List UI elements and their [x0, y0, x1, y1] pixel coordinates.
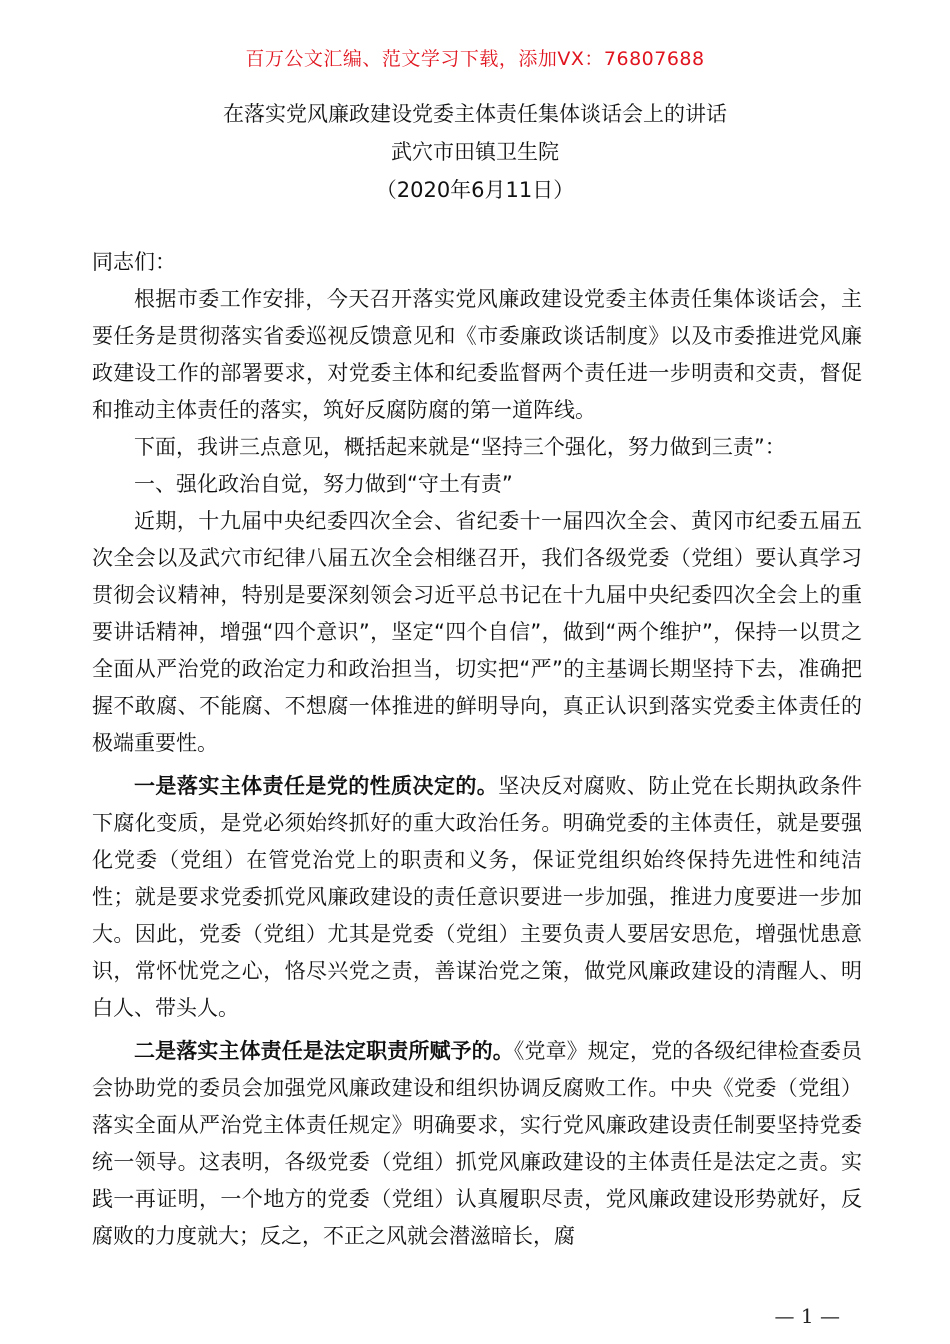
greeting: 同志们： — [92, 250, 176, 274]
paragraph-intro: 根据市委工作安排，今天召开落实党风廉政建设党委主体责任集体谈话会，主要任务是贯彻落实省委巡视反馈意见和《市委廉政谈话制度》以及市委推进党风廉政建设工作的部署要求，对党委主体和纪委监督两个责任进一步明责和交责，督促和推动主体责任的落实，筑好反腐防腐的第一道阵线。 — [92, 287, 862, 422]
paragraph-point-2 — [92, 1033, 862, 1255]
promo-banner: 百万公文汇编、范文学习下载，添加VX：76807688 — [245, 48, 705, 70]
speech-body — [92, 244, 862, 1255]
point-1-heading: 一是落实主体责任是党的性质决定的。 — [134, 774, 499, 798]
paragraph-outline: 下面，我讲三点意见，概括起来就是“坚持三个强化，努力做到三责”： — [134, 435, 786, 459]
point-1-text: 坚决反对腐败、防止党在长期执政条件下腐化变质，是党必须始终抓好的重大政治任务。明确党委的主体责任，就是要强化党委（党组）在管党治党上的职责和义务，保证党组织始终保持先进性和纯洁性；就是要求党委抓党风廉政建设的责任意识要进一步加强，推进力度要进一步加大。因此，党委（党组）尤其是党委（党组）主要负责人要居安思危，增强忧患意识，常怀忧党之心，恪尽兴党之责，善谋治党之策，做党风廉政建设的清醒人、明白人、带头人。 — [92, 774, 863, 1020]
speech-title: 在落实党风廉政建设党委主体责任集体谈话会上的讲话 — [223, 102, 727, 126]
paragraph-section-1: 近期，十九届中央纪委四次全会、省纪委十一届四次全会、黄冈市纪委五届五次全会以及武穴市纪律八届五次全会相继召开，我们各级党委（党组）要认真学习贯彻会议精神，特别是要深刻领会习近平总书记在十九届中央纪委四次全会上的重要讲话精神，增强“四个意识”，坚定“四个自信”，做到“两个维护”，保持一以贯之全面从严治党的政治定力和政治担当，切实把“严”的主基调长期坚持下去，准确把握不敢腐、不能腐、不想腐一体推进的鲜明导向，真正认识到落实党委主体责任的极端重要性。 — [92, 509, 862, 755]
organization-name: 武穴市田镇卫生院 — [391, 140, 559, 164]
point-2-text: 《党章》规定，党的各级纪律检查委员会协助党的委员会加强党风廉政建设和组织协调反腐败工作。中央《党委（党组）落实全面从严治党主体责任规定》明确要求，实行党风廉政建设责任制要坚持党委统一领导。这表明，各级党委（党组）抓党风廉政建设的主体责任是法定之责。实践一再证明，一个地方的党委（党组）认真履职尽责，党风廉政建设形势就好，反腐败的力度就大；反之，不正之风就会潜滋暗长，腐 — [92, 1039, 863, 1248]
paragraph-point-1 — [92, 768, 862, 1027]
speech-date: （2020年6月11日） — [375, 178, 575, 202]
page-number: — 1 — — [774, 1304, 840, 1328]
point-2-heading: 二是落实主体责任是法定职责所赋予的。 — [134, 1039, 514, 1063]
section-heading-1: 一、强化政治自觉，努力做到“守土有责” — [134, 472, 513, 496]
